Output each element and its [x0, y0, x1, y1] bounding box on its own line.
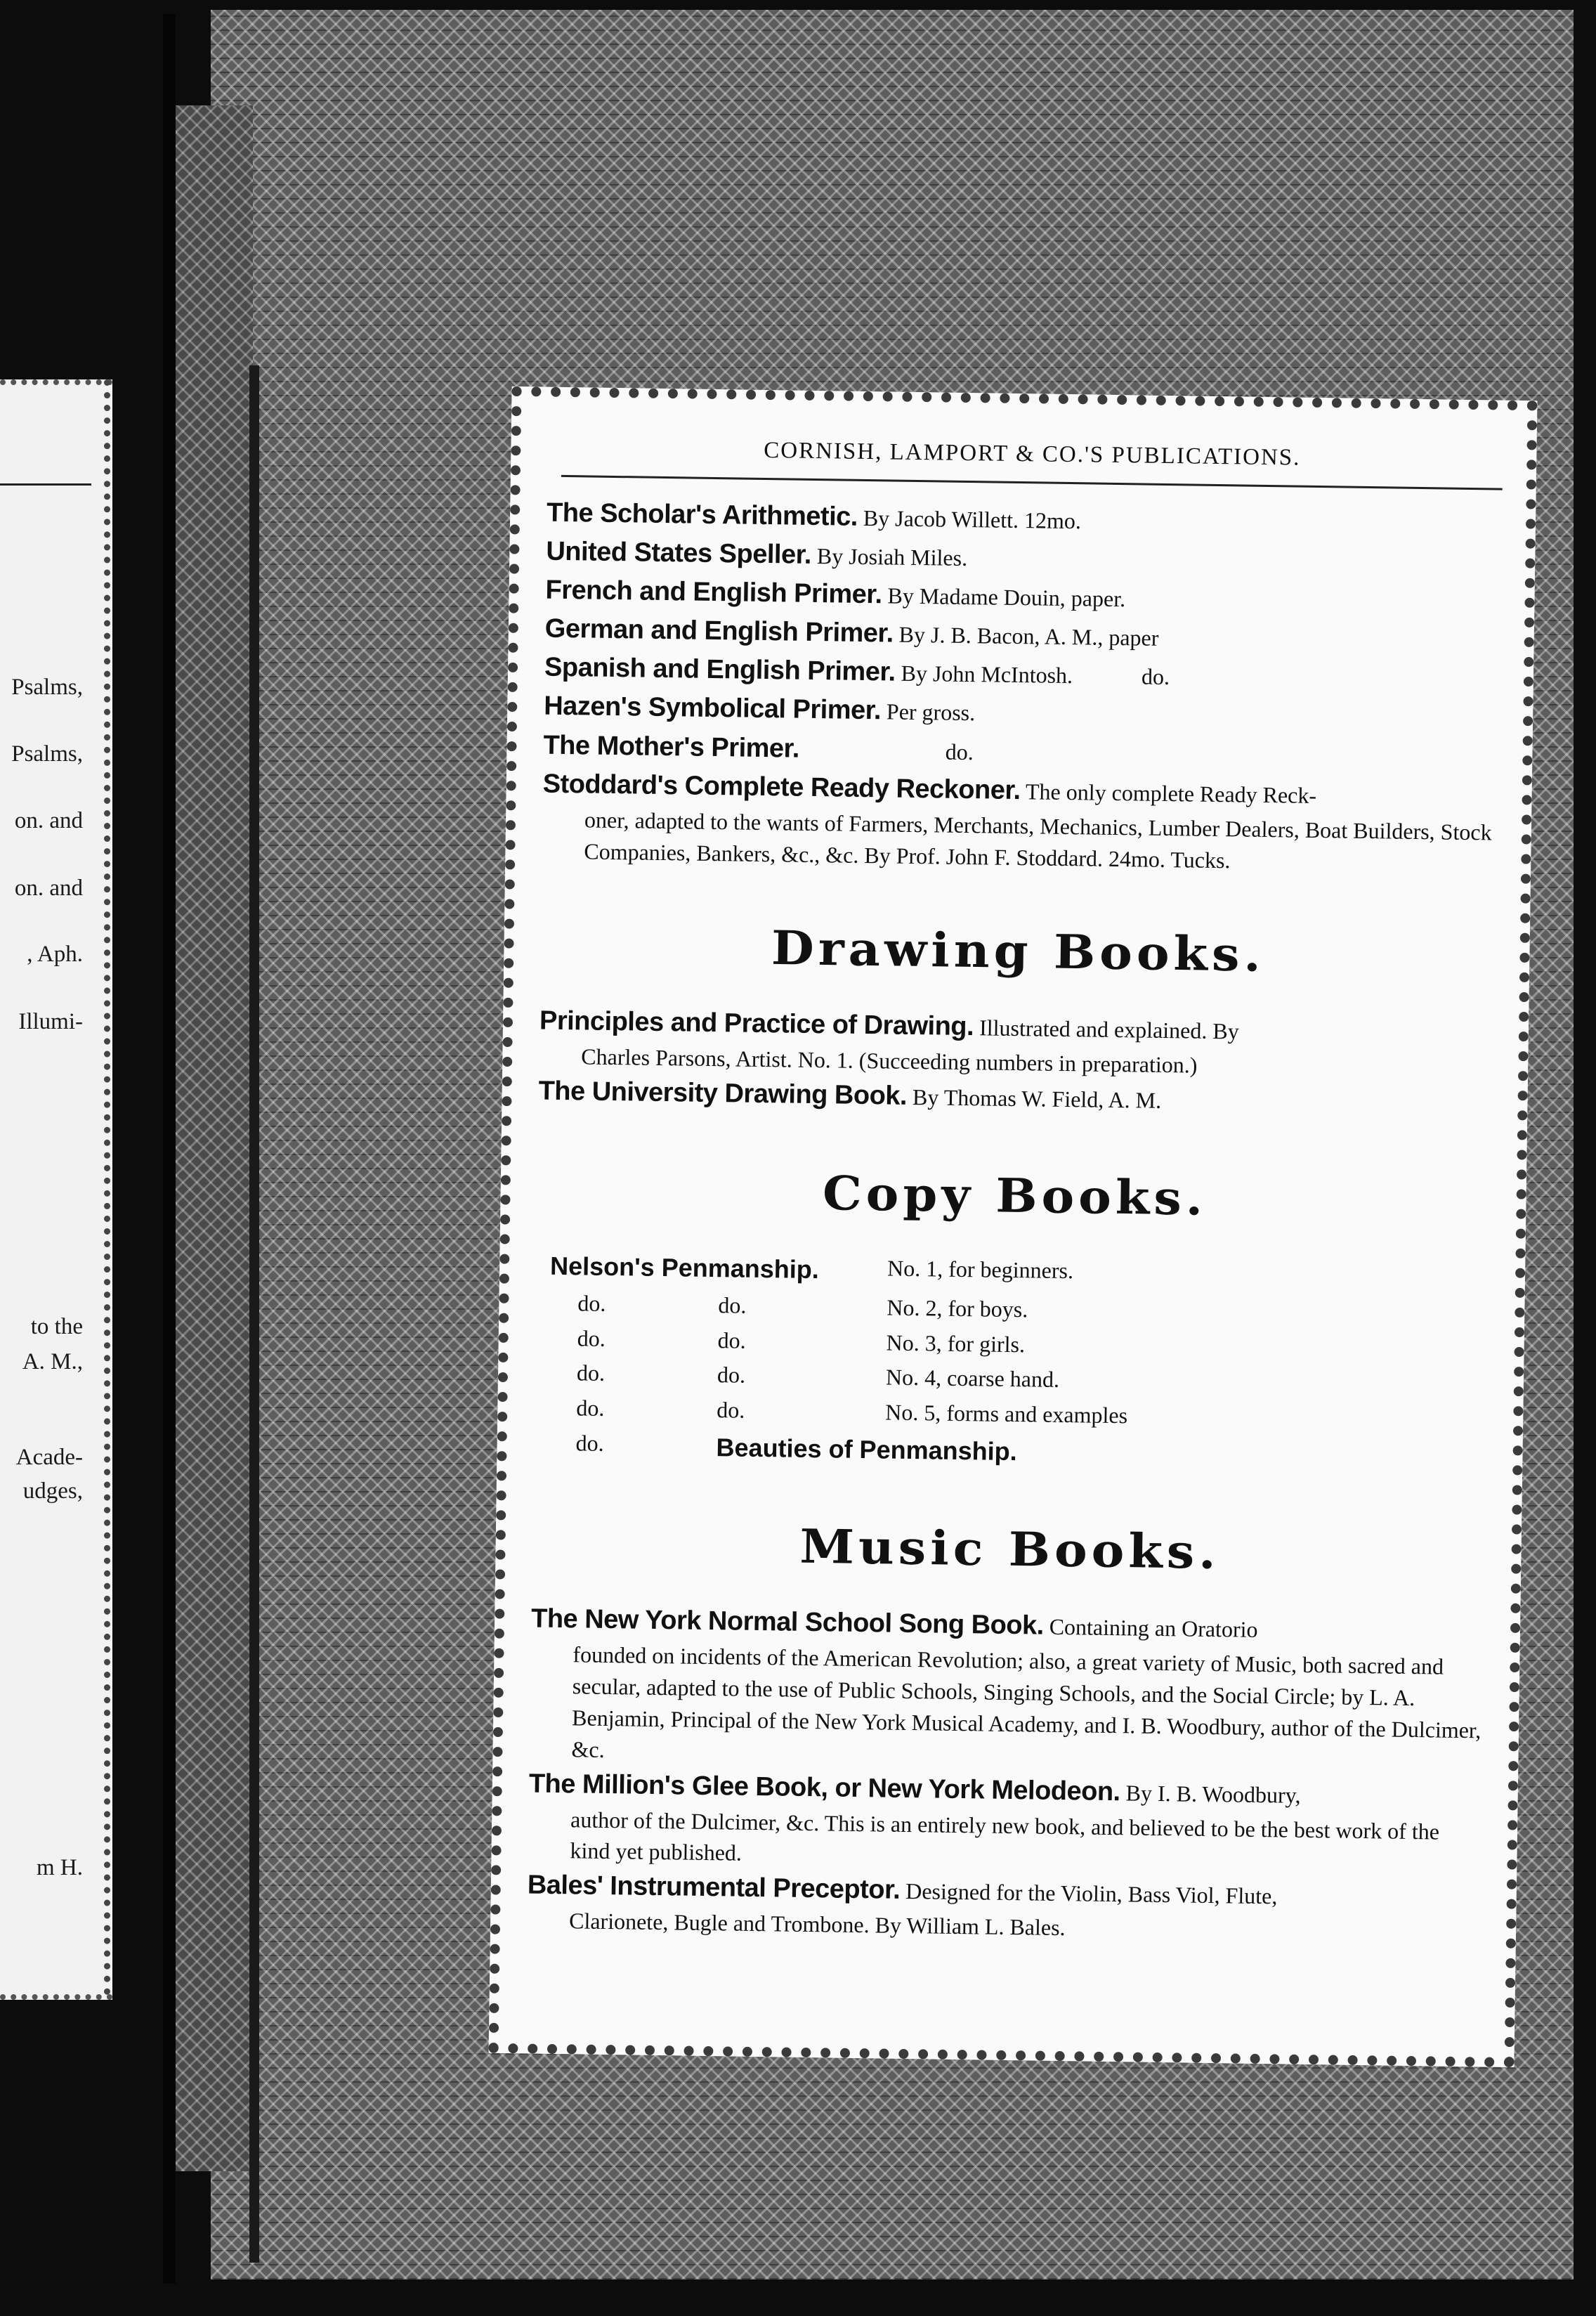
ditto: do.	[575, 1429, 604, 1456]
spine-gutter	[163, 14, 176, 2284]
book-title: Spanish and English Primer.	[544, 652, 896, 687]
book-title: Nelson's Penmanship.	[549, 1251, 820, 1284]
ditto-note: do.	[1141, 663, 1170, 690]
book-desc: By Madame Douin, paper.	[887, 583, 1126, 612]
ditto-note: do.	[945, 739, 974, 765]
book-desc: By Jacob Willett. 12mo.	[863, 505, 1082, 534]
ditto: do.	[717, 1397, 745, 1423]
section-heading-music: Music Books.	[799, 1518, 1221, 1580]
book-title: Hazen's Symbolical Primer.	[543, 691, 882, 726]
book-title: Principles and Practice of Drawing.	[539, 1006, 974, 1042]
book-desc: No. 4, coarse hand.	[885, 1364, 1060, 1393]
ditto: do.	[717, 1362, 746, 1388]
book-desc: Containing an Oratorio	[1049, 1614, 1258, 1643]
book-desc: By J. B. Bacon, A. M., paper	[898, 621, 1159, 651]
left-partial-page	[0, 379, 112, 2000]
book-desc: Per gross.	[886, 698, 976, 726]
left-fragment: Psalms,	[11, 675, 83, 700]
book-desc: No. 1, for beginners.	[887, 1255, 1074, 1284]
publications-list	[542, 494, 1502, 880]
inner-cloth-strip	[169, 105, 253, 2171]
book-desc: By Thomas W. Field, A. M.	[912, 1084, 1162, 1114]
spine-shadow	[249, 365, 259, 2263]
book-title: The Mother's Primer.	[543, 730, 800, 764]
left-fragment: , Aph.	[27, 942, 83, 967]
book-desc: By John McIntosh.	[901, 661, 1073, 689]
left-fragment: Psalms,	[11, 741, 83, 767]
music-books-list	[527, 1600, 1487, 1950]
book-title: The Million's Glee Book, or New York Melodeon.	[528, 1769, 1120, 1807]
left-fragment: to the	[30, 1314, 83, 1339]
drawing-books-list	[538, 1002, 1495, 1124]
book-title: United States Speller.	[546, 536, 812, 570]
ditto: do.	[577, 1325, 606, 1351]
page-title: CORNISH, LAMPORT & CO.'S PUBLICATIONS.	[561, 418, 1503, 490]
book-desc-continued: founded on incidents of the American Revolution; also, a great variety of Music, both sacred and secular, adapted to the use of Public Schools, Singing Schools, and the Social Circle; by L. A. Benjamin, Principal of the New York Musical Academy, and I. B. Woodbury, author of the Dulcimer, &c.	[571, 1641, 1481, 1762]
book-title: The Scholar's Arithmetic.	[546, 497, 858, 532]
left-fragment: udges,	[22, 1478, 83, 1504]
ditto: do.	[576, 1360, 606, 1386]
book-desc-continued: Charles Parsons, Artist. No. 1. (Succeeding numbers in preparation.)	[581, 1043, 1198, 1079]
list-item	[542, 765, 1498, 880]
left-page-border	[104, 379, 124, 1996]
section-heading-copy: Copy Books.	[822, 1165, 1208, 1227]
ditto: do.	[718, 1292, 747, 1318]
left-fragment: on. and	[14, 876, 83, 901]
book-title: Bales' Instrumental Preceptor.	[527, 1870, 901, 1906]
book-desc-continued: oner, adapted to the wants of Farmers, Merchants, Mechanics, Lumber Dealers, Boat Builders, Stock Companies, Bankers, &c., &c. By Prof. John F. Stoddard. 24mo. Tucks.	[584, 807, 1492, 873]
book-desc: Illustrated and explained. By	[979, 1015, 1239, 1044]
section-heading-drawing: Drawing Books.	[771, 920, 1266, 983]
left-page-rule	[0, 483, 91, 486]
book-desc-continued: Clarionete, Bugle and Trombone. By William L. Bales.	[568, 1908, 1066, 1941]
list-item	[527, 1866, 1483, 1950]
left-fragment: A. M.,	[22, 1349, 83, 1374]
book-desc: By I. B. Woodbury,	[1125, 1779, 1301, 1808]
left-fragment: m H.	[37, 1855, 83, 1880]
book-desc: Designed for the Violin, Bass Viol, Flute,	[905, 1878, 1278, 1909]
left-fragment: Acade-	[15, 1445, 83, 1470]
book-desc: No. 5, forms and examples	[885, 1399, 1128, 1429]
book-desc: By Josiah Miles.	[816, 543, 968, 571]
ditto: do.	[577, 1290, 606, 1317]
book-title: Beauties of Penmanship.	[716, 1432, 1017, 1466]
book-desc-continued: author of the Dulcimer, &c. This is an entirely new book, and believed to be the best work of the kind yet published.	[570, 1806, 1440, 1866]
book-title: The New York Normal School Song Book.	[530, 1603, 1045, 1641]
list-item	[528, 1764, 1484, 1880]
list-item	[529, 1600, 1486, 1778]
book-title: Stoddard's Complete Ready Reckoner.	[542, 769, 1021, 805]
book-title: The University Drawing Book.	[538, 1076, 908, 1112]
book-title: German and English Primer.	[544, 613, 894, 649]
ditto: do.	[576, 1395, 605, 1421]
book-desc: The only complete Ready Reck-	[1025, 778, 1317, 808]
ditto: do.	[717, 1327, 746, 1353]
book-desc: No. 2, for boys.	[887, 1294, 1028, 1322]
book-desc: No. 3, for girls.	[886, 1329, 1026, 1357]
copy-books-list	[533, 1247, 1491, 1478]
left-fragment: on. and	[14, 808, 83, 833]
list-item	[539, 1002, 1495, 1086]
book-title: French and English Primer.	[545, 575, 882, 610]
advertisement-page	[489, 386, 1538, 2067]
left-fragment: Illumi-	[18, 1009, 83, 1034]
